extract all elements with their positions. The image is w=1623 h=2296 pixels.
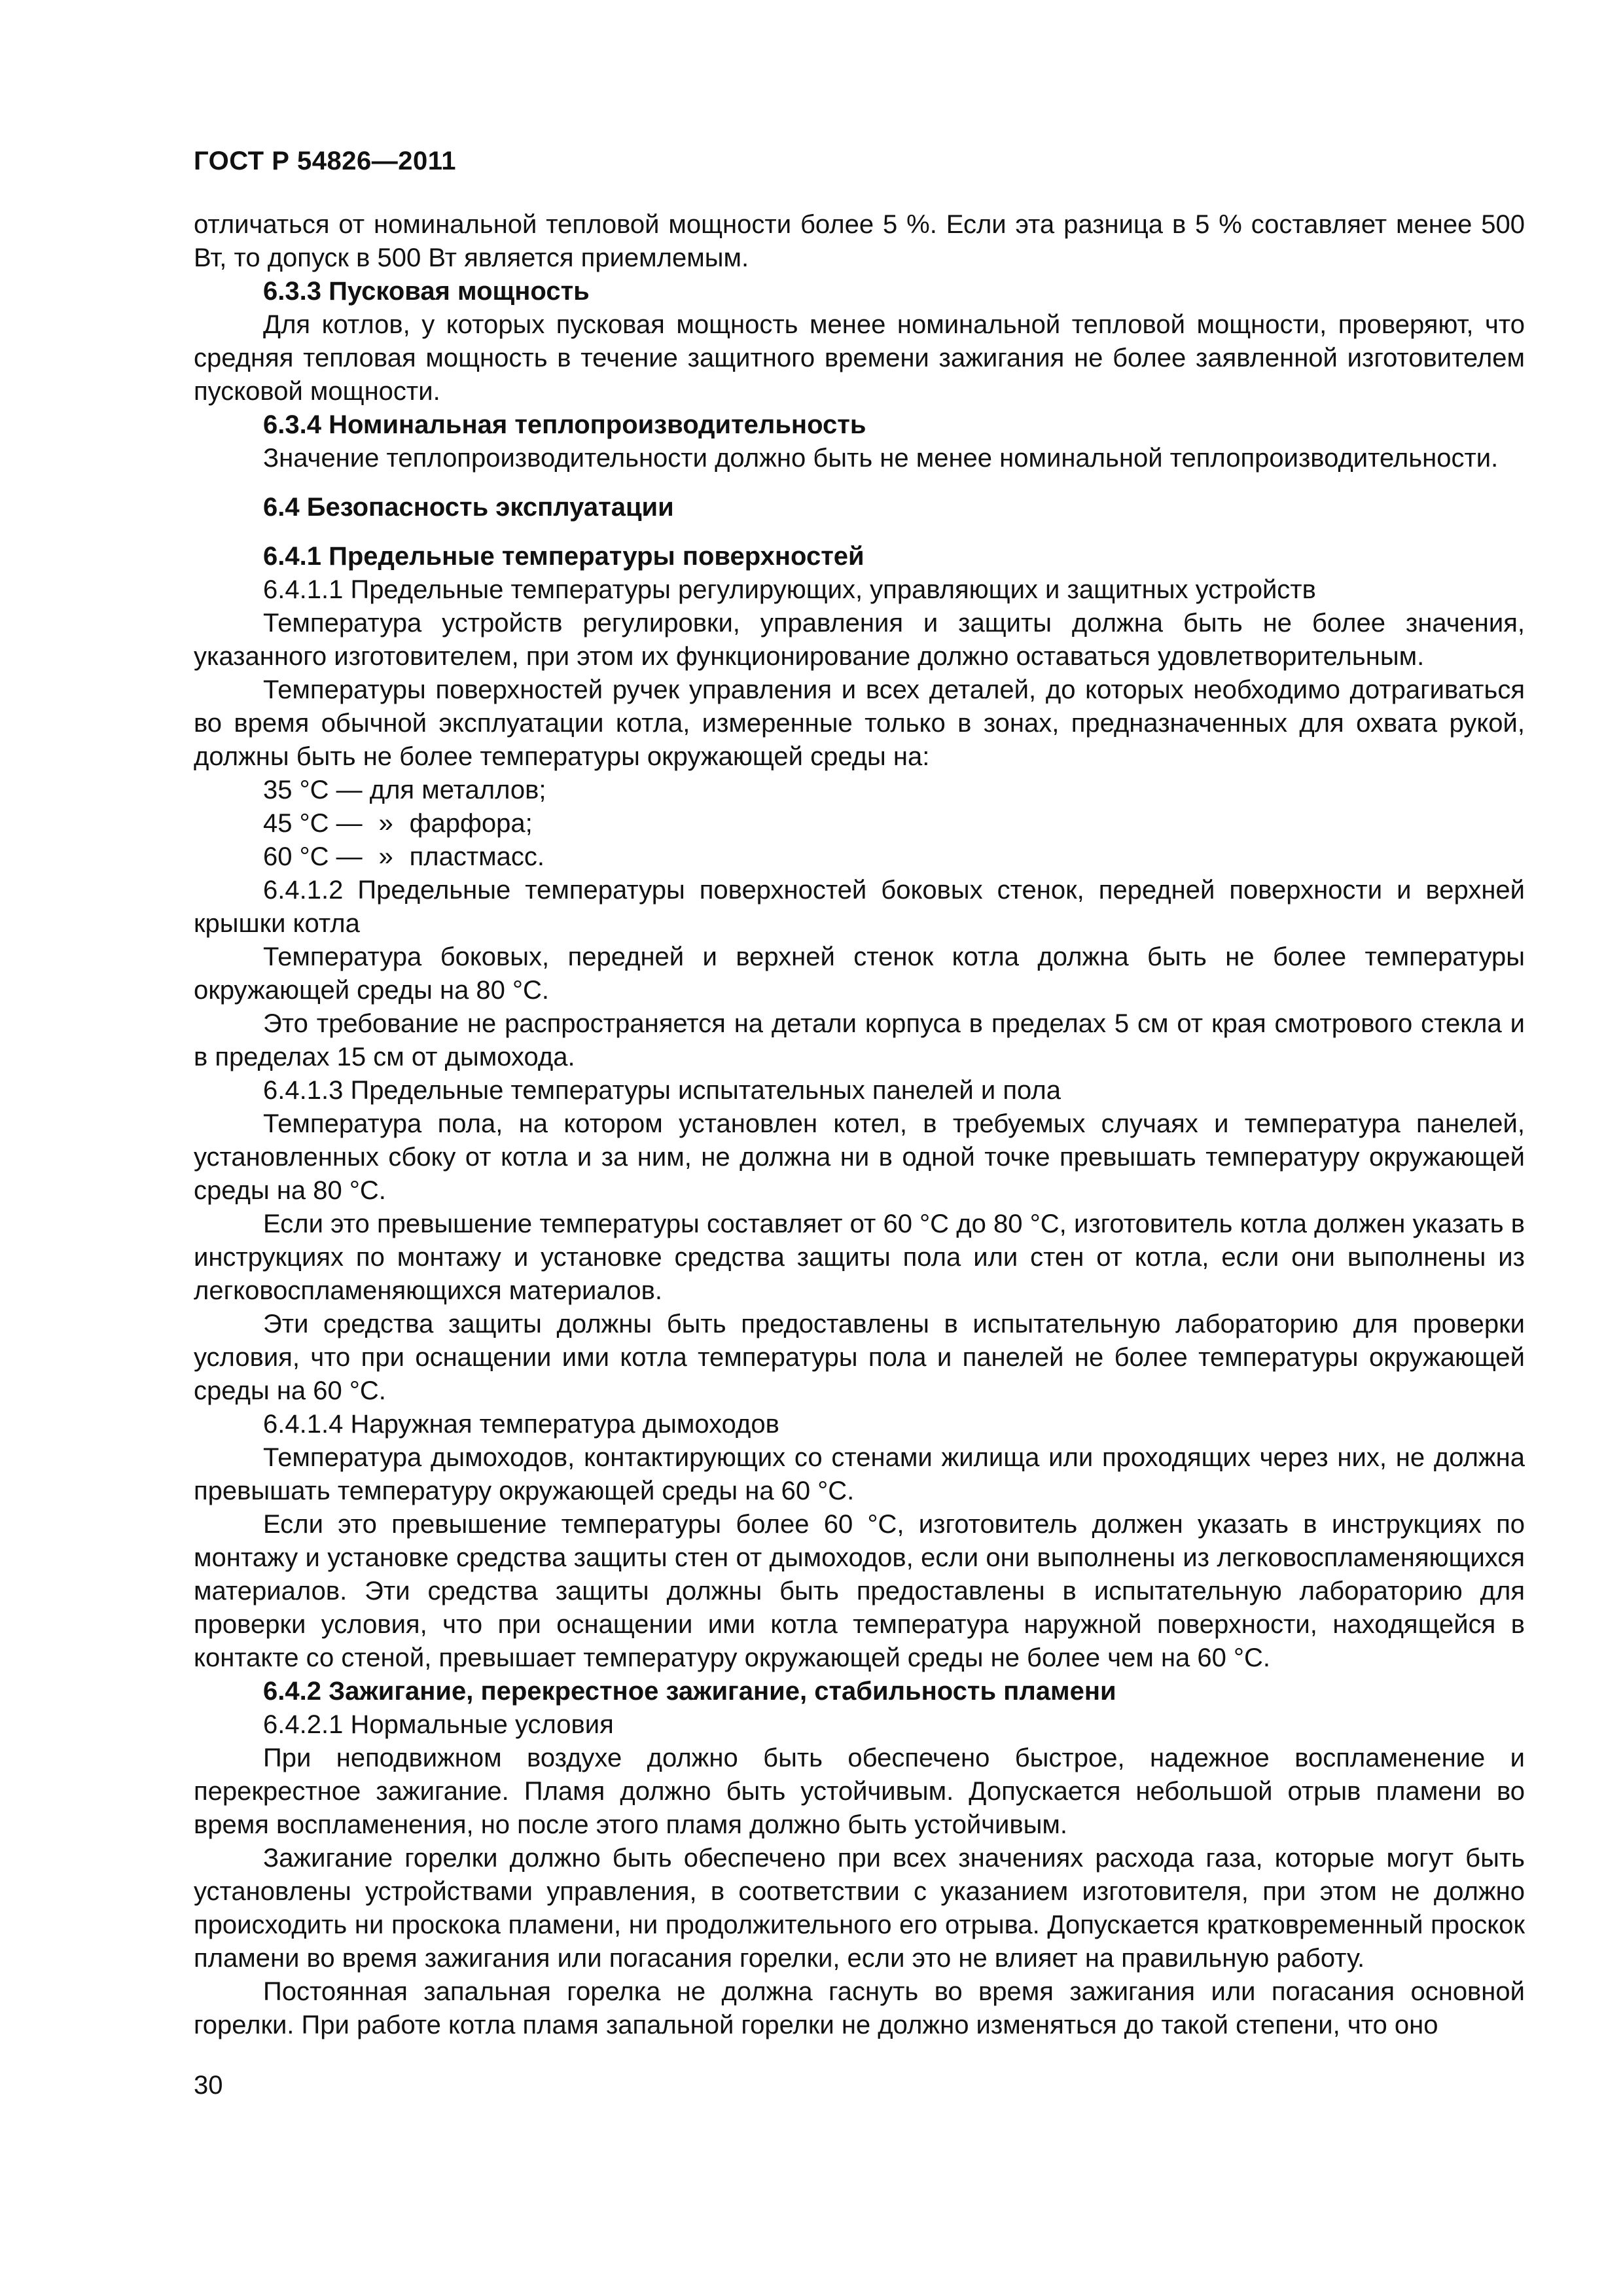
subsection-title-6-4-1-2: 6.4.1.2 Предельные температуры поверхностей боковых стенок, передней поверхности и верхней крышки котла [194,876,1525,938]
list-item [194,840,1525,874]
list-item-material: пластмасс. [409,842,545,871]
subsection-title-6-4-1-4: 6.4.1.4 Наружная температура дымоходов [263,1410,779,1439]
document-body [194,208,1525,2042]
section-heading-6-3-3: 6.3.3 Пусковая мощность [263,277,590,306]
list-item-material: для металлов; [369,776,546,804]
list-item-temp: 35 °C — [263,776,363,804]
list-item-ditto: » [378,842,393,871]
paragraph: Температуры поверхностей ручек управления и всех деталей, до которых необходимо дотрагиваться во время обычной эксплуатации котла, измеренные только в зонах, предназначенных для охвата рукой, должны быть не более температуры окружающей среды на: [194,675,1525,771]
paragraph: Температура боковых, передней и верхней стенок котла должна быть не более температуры окружающей среды на 80 °C. [194,942,1525,1005]
paragraph: Если это превышение температуры составляет от 60 °C до 80 °C, изготовитель котла должен указать в инструкциях по монтажу и установке средства защиты пола или стен от котла, если они выполнены из легковоспламеняющихся материалов. [194,1210,1525,1305]
list-item-ditto: » [378,809,393,838]
document-header: ГОСТ Р 54826—2011 [194,147,456,175]
section-heading-6-4-2: 6.4.2 Зажигание, перекрестное зажигание, стабильность пламени [263,1677,1116,1706]
section-heading-6-4: 6.4 Безопасность эксплуатации [263,493,674,522]
section-heading-6-4-1: 6.4.1 Предельные температуры поверхностей [263,542,865,571]
paragraph: При неподвижном воздухе должно быть обеспечено быстрое, надежное воспламенение и перекрестное зажигание. Пламя должно быть устойчивым. Допускается небольшой отрыв пламени во время воспламенения, но после этого пламя должно быть устойчивым. [194,1744,1525,1839]
paragraph: Для котлов, у которых пусковая мощность менее номинальной тепловой мощности, проверяют, что средняя тепловая мощность в течение защитного времени зажигания не более заявленной изготовителем пусковой мощности. [194,310,1525,406]
list-item [194,807,1525,840]
list-item-temp: 45 °C — [263,809,363,838]
temperature-list [194,774,1525,874]
paragraph: Если это превышение температуры более 60 °C, изготовитель должен указать в инструкциях по монтажу и установке средства защиты стен от дымоходов, если они выполнены из легковоспламеняющихся материалов. Эти средства защиты должны быть предоставлены в испытательную лабораторию для проверки условия, что при оснащении ими котла температура наружной поверхности, находящейся в контакте со стеной, превышает температуру окружающей среды не более чем на 60 °C. [194,1510,1525,1672]
list-item-temp: 60 °C — [263,842,363,871]
paragraph: Температура пола, на котором установлен котел, в требуемых случаях и температура панелей, установленных сбоку от котла и за ним, не должна ни в одной точке превышать температуру окружающей среды на 80 °C. [194,1109,1525,1205]
paragraph: Зажигание горелки должно быть обеспечено при всех значениях расхода газа, которые могут быть установлены устройствами управления, в соответствии с указанием изготовителя, при этом не должно происходить ни проскока пламени, ни продолжительного его отрыва. Допускается кратковременный проскок пламени во время зажигания или погасания горелки, если это не влияет на правильную работу. [194,1844,1525,1973]
subsection-title-6-4-1-3: 6.4.1.3 Предельные температуры испытательных панелей и пола [263,1076,1061,1105]
section-heading-6-3-4: 6.3.4 Номинальная теплопроизводительность [263,410,866,439]
list-item-material: фарфора; [409,809,533,838]
subsection-title-6-4-1-1: 6.4.1.1 Предельные температуры регулирующих, управляющих и защитных устройств [263,575,1316,604]
paragraph: Значение теплопроизводительности должно быть не менее номинальной теплопроизводительности. [263,444,1499,473]
list-item [194,774,1525,807]
paragraph: Температура устройств регулировки, управления и защиты должна быть не более значения, указанного изготовителем, при этом их функционирование должно оставаться удовлетворительным. [194,609,1525,671]
paragraph: Температура дымоходов, контактирующих со стенами жилища или проходящих через них, не должна превышать температуру окружающей среды на 60 °C. [194,1443,1525,1505]
paragraph: Постоянная запальная горелка не должна гаснуть во время зажигания или погасания основной горелки. При работе котла пламя запальной горелки не должно изменяться до такой степени, что оно [194,1977,1525,2039]
paragraph: Эти средства защиты должны быть предоставлены в испытательную лабораторию для проверки условия, что при оснащении ими котла температуры пола и панелей не более температуры окружающей среды на 60 °C. [194,1310,1525,1405]
paragraph: отличаться от номинальной тепловой мощности более 5 %. Если эта разница в 5 % составляет менее 500 Вт, то допуск в 500 Вт является приемлемым. [194,210,1525,272]
page-number: 30 [194,2071,223,2100]
paragraph: Это требование не распространяется на детали корпуса в пределах 5 см от края смотрового стекла и в пределах 15 см от дымохода. [194,1009,1525,1071]
subsection-title-6-4-2-1: 6.4.2.1 Нормальные условия [263,1710,614,1739]
